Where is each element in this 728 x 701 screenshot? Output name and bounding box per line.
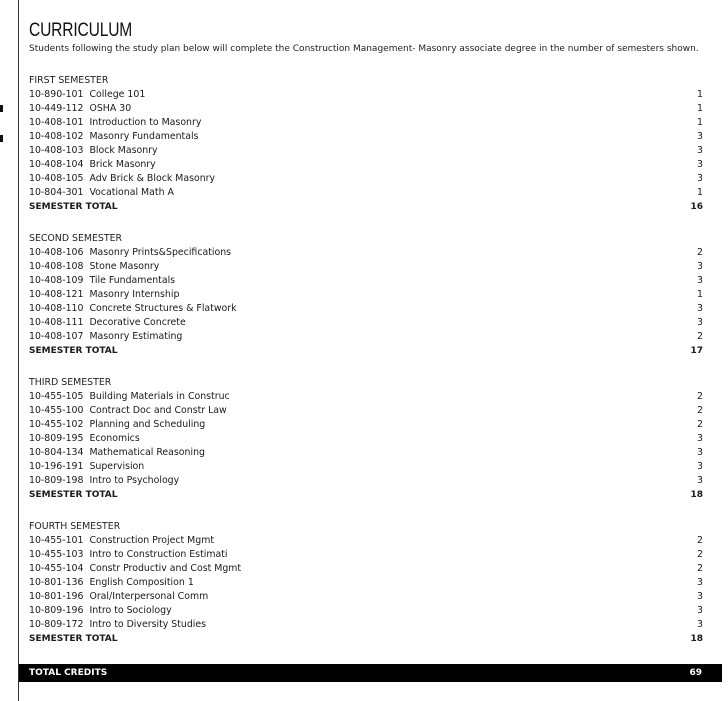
- course-row: [29, 618, 703, 632]
- course-code: 10-455-105: [29, 391, 84, 402]
- curriculum-page: [29, 20, 703, 646]
- course-row: [29, 390, 703, 404]
- course-name: [29, 130, 198, 144]
- course-code: 10-809-195: [29, 433, 84, 444]
- course-name: [29, 246, 231, 260]
- course-credits: 1: [697, 89, 703, 100]
- course-row: [29, 116, 703, 130]
- page-title: CURRICULUM: [29, 20, 133, 41]
- course-credits: 3: [697, 145, 703, 156]
- course-credits: 3: [697, 275, 703, 286]
- semester-total-row: [29, 488, 703, 502]
- course-credits: 2: [697, 391, 703, 402]
- course-name: [29, 274, 175, 288]
- course-name: [29, 432, 140, 446]
- course-title: English Composition 1: [89, 577, 194, 588]
- course-row: [29, 274, 703, 288]
- course-name: [29, 562, 241, 576]
- course-credits: 2: [697, 549, 703, 560]
- course-code: 10-408-101: [29, 117, 84, 128]
- margin-marker: [0, 135, 3, 142]
- semester-total-label: SEMESTER TOTAL: [29, 634, 118, 644]
- course-code: 10-455-104: [29, 563, 84, 574]
- course-name: [29, 618, 206, 632]
- semester-total-row: [29, 632, 703, 646]
- left-rule: [18, 0, 19, 701]
- course-credits: 3: [697, 605, 703, 616]
- course-name: [29, 446, 205, 460]
- course-credits: 2: [697, 247, 703, 258]
- course-name: [29, 330, 182, 344]
- course-name: [29, 534, 214, 548]
- course-credits: 3: [697, 317, 703, 328]
- course-row: [29, 562, 703, 576]
- course-title: Intro to Sociology: [89, 605, 172, 616]
- course-credits: 2: [697, 535, 703, 546]
- course-code: 10-408-109: [29, 275, 84, 286]
- course-title: Brick Masonry: [89, 159, 156, 170]
- course-credits: 2: [697, 331, 703, 342]
- course-credits: 2: [697, 405, 703, 416]
- course-title: Intro to Psychology: [89, 475, 180, 486]
- course-code: 10-809-198: [29, 475, 84, 486]
- course-credits: 3: [697, 303, 703, 314]
- course-title: Stone Masonry: [89, 261, 160, 272]
- course-name: [29, 316, 186, 330]
- course-row: [29, 330, 703, 344]
- course-credits: 3: [697, 475, 703, 486]
- course-row: [29, 460, 703, 474]
- course-name: [29, 390, 230, 404]
- course-code: 10-449-112: [29, 103, 84, 114]
- course-name: [29, 576, 194, 590]
- semester-total-value: 18: [690, 490, 703, 500]
- course-code: 10-804-301: [29, 187, 84, 198]
- course-row: [29, 590, 703, 604]
- course-title: Oral/Interpersonal Comm: [89, 591, 209, 602]
- semester-title: THIRD SEMESTER: [29, 377, 112, 388]
- course-code: 10-408-121: [29, 289, 84, 300]
- semester-block: [29, 232, 703, 358]
- course-code: 10-196-191: [29, 461, 84, 472]
- course-code: 10-804-134: [29, 447, 84, 458]
- semester-total-row: [29, 200, 703, 214]
- course-name: [29, 116, 201, 130]
- course-credits: 2: [697, 419, 703, 430]
- course-title: Economics: [89, 433, 140, 444]
- course-row: [29, 446, 703, 460]
- course-name: [29, 288, 179, 302]
- semester-block: [29, 520, 703, 646]
- course-name: [29, 604, 172, 618]
- course-row: [29, 130, 703, 144]
- course-row: [29, 316, 703, 330]
- course-title: Constr Productiv and Cost Mgmt: [89, 563, 242, 574]
- course-name: [29, 88, 145, 102]
- course-code: 10-408-108: [29, 261, 84, 272]
- semester-title: FOURTH SEMESTER: [29, 521, 121, 532]
- course-name: [29, 158, 156, 172]
- intro-text: Students following the study plan below will complete the Construction Management- Masonry associate degree in the number of semesters shown.: [29, 44, 699, 54]
- course-title: Construction Project Mgmt: [89, 535, 215, 546]
- course-row: [29, 158, 703, 172]
- course-credits: 1: [697, 103, 703, 114]
- course-credits: 3: [697, 159, 703, 170]
- course-name: [29, 186, 174, 200]
- course-credits: 3: [697, 591, 703, 602]
- course-code: 10-809-172: [29, 619, 84, 630]
- course-code: 10-408-107: [29, 331, 84, 342]
- course-name: [29, 590, 208, 604]
- course-name: [29, 548, 228, 562]
- course-code: 10-890-101: [29, 89, 84, 100]
- course-code: 10-408-110: [29, 303, 84, 314]
- course-title: Intro to Construction Estimati: [89, 549, 228, 560]
- course-row: [29, 88, 703, 102]
- course-title: Building Materials in Construc: [89, 391, 230, 402]
- course-code: 10-801-196: [29, 591, 84, 602]
- semester-block: [29, 74, 703, 214]
- course-row: [29, 432, 703, 446]
- course-name: [29, 418, 205, 432]
- course-code: 10-809-196: [29, 605, 84, 616]
- course-credits: 3: [697, 261, 703, 272]
- course-row: [29, 186, 703, 200]
- course-title: Vocational Math A: [89, 187, 174, 198]
- course-name: [29, 144, 158, 158]
- semester-list: [29, 74, 703, 646]
- course-title: Block Masonry: [89, 145, 158, 156]
- course-code: 10-455-100: [29, 405, 84, 416]
- course-row: [29, 404, 703, 418]
- course-credits: 3: [697, 577, 703, 588]
- course-credits: 3: [697, 447, 703, 458]
- course-code: 10-455-102: [29, 419, 84, 430]
- course-code: 10-801-136: [29, 577, 84, 588]
- semester-total-label: SEMESTER TOTAL: [29, 490, 118, 500]
- course-code: 10-408-103: [29, 145, 84, 156]
- course-title: Mathematical Reasoning: [89, 447, 205, 458]
- course-row: [29, 418, 703, 432]
- course-row: [29, 172, 703, 186]
- course-title: Decorative Concrete: [89, 317, 186, 328]
- course-row: [29, 548, 703, 562]
- total-credits-label: TOTAL CREDITS: [29, 668, 108, 678]
- course-credits: 1: [697, 289, 703, 300]
- course-row: [29, 260, 703, 274]
- course-name: [29, 102, 131, 116]
- total-credits-bar: [19, 664, 722, 682]
- course-title: Planning and Scheduling: [89, 419, 206, 430]
- total-credits-value: 69: [689, 668, 702, 678]
- course-title: OSHA 30: [89, 103, 132, 114]
- semester-title: FIRST SEMESTER: [29, 75, 109, 86]
- course-row: [29, 144, 703, 158]
- course-credits: 1: [697, 187, 703, 198]
- semester-total-value: 17: [690, 346, 703, 356]
- semester-block: [29, 376, 703, 502]
- course-credits: 3: [697, 619, 703, 630]
- course-row: [29, 288, 703, 302]
- course-title: Masonry Prints&Specifications: [89, 247, 232, 258]
- course-code: 10-455-101: [29, 535, 84, 546]
- margin-marker: [0, 105, 3, 112]
- semester-total-label: SEMESTER TOTAL: [29, 202, 118, 212]
- course-code: 10-408-106: [29, 247, 84, 258]
- course-row: [29, 102, 703, 116]
- semester-total-value: 18: [690, 634, 703, 644]
- course-credits: 3: [697, 131, 703, 142]
- semester-title: SECOND SEMESTER: [29, 233, 123, 244]
- course-code: 10-408-102: [29, 131, 84, 142]
- course-row: [29, 302, 703, 316]
- course-credits: 3: [697, 173, 703, 184]
- course-name: [29, 404, 227, 418]
- course-row: [29, 474, 703, 488]
- course-title: Masonry Fundamentals: [89, 131, 199, 142]
- course-credits: 1: [697, 117, 703, 128]
- course-title: Masonry Internship: [89, 289, 180, 300]
- course-name: [29, 474, 179, 488]
- course-title: College 101: [89, 89, 146, 100]
- semester-total-label: SEMESTER TOTAL: [29, 346, 118, 356]
- course-title: Concrete Structures & Flatwork: [89, 303, 237, 314]
- course-title: Supervision: [89, 461, 145, 472]
- course-name: [29, 302, 237, 316]
- course-title: Tile Fundamentals: [89, 275, 176, 286]
- course-code: 10-408-111: [29, 317, 84, 328]
- course-credits: 2: [697, 563, 703, 574]
- course-title: Introduction to Masonry: [89, 117, 202, 128]
- course-credits: 3: [697, 433, 703, 444]
- course-name: [29, 172, 215, 186]
- course-row: [29, 604, 703, 618]
- semester-total-value: 16: [690, 202, 703, 212]
- course-title: Adv Brick & Block Masonry: [89, 173, 216, 184]
- course-row: [29, 246, 703, 260]
- course-code: 10-408-105: [29, 173, 84, 184]
- course-title: Contract Doc and Constr Law: [89, 405, 227, 416]
- course-row: [29, 534, 703, 548]
- course-title: Masonry Estimating: [89, 331, 183, 342]
- course-row: [29, 576, 703, 590]
- semester-total-row: [29, 344, 703, 358]
- course-code: 10-455-103: [29, 549, 84, 560]
- course-name: [29, 260, 159, 274]
- course-credits: 3: [697, 461, 703, 472]
- course-code: 10-408-104: [29, 159, 84, 170]
- course-name: [29, 460, 144, 474]
- course-title: Intro to Diversity Studies: [89, 619, 207, 630]
